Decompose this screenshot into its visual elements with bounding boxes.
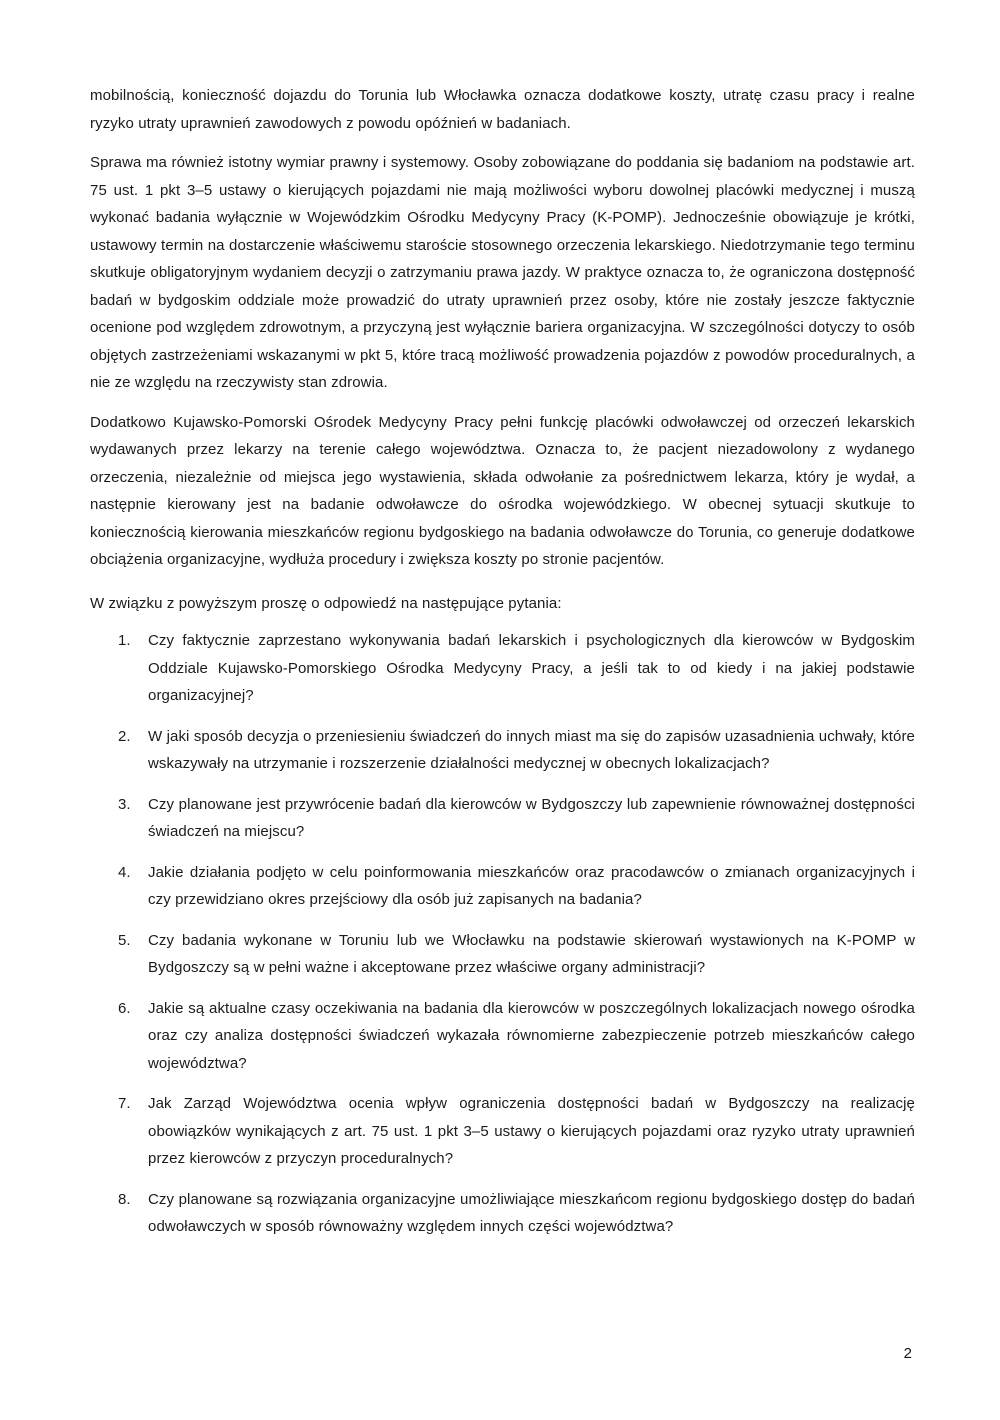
- question-item: [90, 791, 915, 846]
- paragraph-legal-systemic: Sprawa ma również istotny wymiar prawny i systemowy. Osoby zobowiązane do poddania się badaniom na podstawie art. 75 ust. 1 pkt 3–5 ustawy o kierujących pojazdami nie mają możliwości wyboru dowolnej placówki medycznej i muszą wykonać badania wyłącznie w Wojewódzkim Ośrodku Medycyny Pracy (K-POMP). Jednocześnie obowiązuje je krótki, ustawowy termin na dostarczenie właściwemu staroście stosownego orzeczenia lekarskiego. Niedotrzymanie tego terminu skutkuje obligatoryjnym wydaniem decyzji o zatrzymaniu prawa jazdy. W praktyce oznacza to, że ograniczona dostępność badań w bydgoskim oddziale może prowadzić do utraty uprawnień przez osoby, które nie zostały jeszcze faktycznie ocenione pod względem zdrowotnym, a przyczyną jest wyłącznie bariera organizacyjna. W szczególności dotyczy to osób objętych zastrzeżeniami wskazanymi w pkt 5, które tracą możliwość prowadzenia pojazdów z powodów proceduralnych, a nie ze względu na rzeczywisty stan zdrowia.: [90, 154, 915, 391]
- question-item: [90, 995, 915, 1078]
- question-number: 8.: [118, 1190, 131, 1208]
- question-number: 2.: [118, 727, 131, 745]
- questions-intro: W związku z powyższym proszę o odpowiedź na następujące pytania:: [90, 594, 562, 612]
- question-number: 5.: [118, 931, 131, 949]
- question-number: 1.: [118, 632, 131, 649]
- question-text: Czy planowane jest przywrócenie badań dla kierowców w Bydgoszczy lub zapewnienie równoważnej dostępności świadczeń na miejscu?: [148, 795, 915, 840]
- question-item: [90, 859, 915, 914]
- question-text: Czy badania wykonane w Toruniu lub we Włocławku na podstawie skierowań wystawionych na K-POMP w Bydgoszczy są w pełni ważne i akceptowane przez właściwe organy administracji?: [148, 931, 915, 976]
- page-number: 2: [903, 1345, 912, 1362]
- question-item: [90, 1186, 915, 1241]
- question-number: 4.: [118, 863, 131, 881]
- question-number: 6.: [118, 999, 131, 1017]
- question-number: 7.: [118, 1095, 131, 1112]
- question-item: [90, 627, 915, 710]
- paragraph-appeals-center: Dodatkowo Kujawsko-Pomorski Ośrodek Medycyny Pracy pełni funkcję placówki odwoławczej od orzeczeń lekarskich wydawanych przez lekarzy na terenie całego województwa. Oznacza to, że pacjent niezadowolony z wydanego orzeczenia, niezależnie od miejsca jego wystawienia, składa odwołanie za pośrednictwem lekarza, który je wydał, a następnie kierowany jest na badanie odwoławcze do ośrodka wojewódzkiego. W obecnej sytuacji skutkuje to koniecznością kierowania mieszkańców regionu bydgoskiego na badania odwoławcze do Torunia, co generuje dodatkowe obciążenia organizacyjne, wydłuża procedury i zwiększa koszty po stronie pacjentów.: [90, 413, 915, 568]
- question-item: [90, 1090, 915, 1173]
- question-text: Jakie są aktualne czasy oczekiwania na badania dla kierowców w poszczególnych lokalizacjach nowego ośrodka oraz czy analiza dostępności świadczeń wykazała równomierne zabezpieczenie potrzeb mieszkańców całego województwa?: [148, 999, 915, 1072]
- question-number: 3.: [118, 795, 131, 813]
- question-item: [90, 723, 915, 778]
- question-text: Czy faktycznie zaprzestano wykonywania badań lekarskich i psychologicznych dla kierowców w Bydgoskim Oddziale Kujawsko-Pomorskiego Ośrodka Medycyny Pracy, a jeśli tak to od kiedy i na jakiej podstawie organizacyjnej?: [148, 632, 915, 704]
- question-item: [90, 927, 915, 982]
- question-text: Czy planowane są rozwiązania organizacyjne umożliwiające mieszkańcom regionu bydgoskiego dostęp do badań odwoławczych w sposób równoważny względem innych części województwa?: [148, 1190, 915, 1235]
- question-text: W jaki sposób decyzja o przeniesieniu świadczeń do innych miast ma się do zapisów uzasadnienia uchwały, które wskazywały na utrzymanie i rozszerzenie działalności medycznej w obecnych lokalizacjach?: [148, 727, 915, 772]
- paragraph-costs-continuation: mobilnością, konieczność dojazdu do Torunia lub Włocławka oznacza dodatkowe koszty, utratę czasu pracy i realne ryzyko utraty uprawnień zawodowych z powodu opóźnień w badaniach.: [90, 87, 915, 132]
- questions-list: [90, 627, 915, 1241]
- question-text: Jakie działania podjęto w celu poinformowania mieszkańców oraz pracodawców o zmianach organizacyjnych i czy przewidziano okres przejściowy dla osób już zapisanych na badania?: [148, 863, 915, 908]
- question-text: Jak Zarząd Województwa ocenia wpływ ograniczenia dostępności badań w Bydgoszczy na realizację obowiązków wynikających z art. 75 ust. 1 pkt 3–5 ustawy o kierujących pojazdami oraz ryzyko utraty uprawnień przez kierowców z przyczyn proceduralnych?: [148, 1095, 915, 1167]
